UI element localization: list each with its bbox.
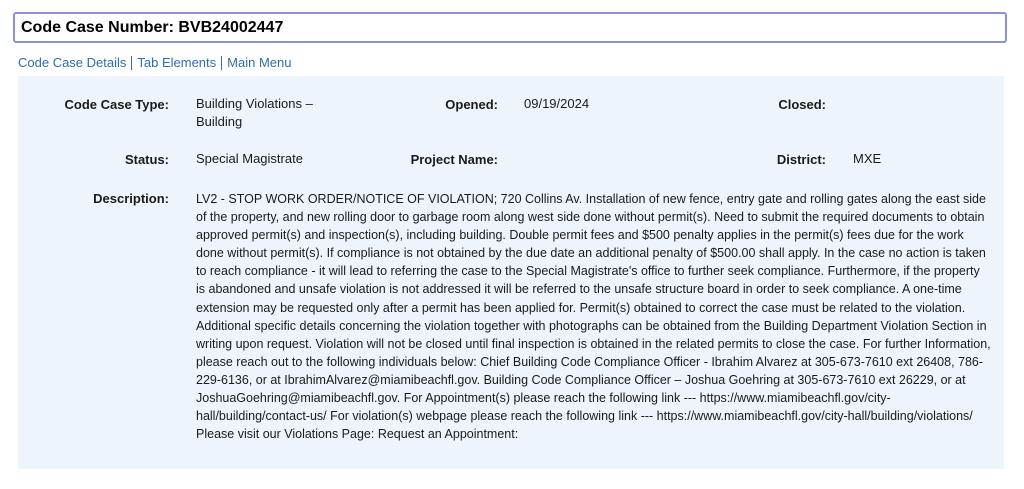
link-separator [221,56,222,70]
tab-elements-link[interactable]: Tab Elements [137,55,217,70]
case-details-panel [18,76,1004,469]
nav-links [18,55,291,71]
district-label: District: [776,152,826,167]
opened-value: 09/19/2024 [524,96,590,111]
status-value: Special Magistrate [196,151,303,166]
link-separator [131,56,132,70]
description-label: Description: [93,191,169,206]
closed-label: Closed: [778,97,826,112]
district-value: MXE [853,151,882,166]
opened-label: Opened: [445,97,498,112]
main-menu-link[interactable]: Main Menu [227,55,292,70]
status-label: Status: [124,152,169,167]
page-title: Code Case Number: BVB24002447 [13,12,1007,43]
case-type-label: Code Case Type: [64,97,169,112]
project-name-label: Project Name: [410,152,498,167]
code-case-details-link[interactable]: Code Case Details [18,55,127,70]
case-type-value: Building Violations – Building [196,96,313,129]
description-value: LV2 - STOP WORK ORDER/NOTICE OF VIOLATION; 720 Collins Av. Installation of new fence, entry gate and rolling gates along the east side of the property, and new rolling door to garbage room along west side done without permit(s). Need to submit the required documents to obtain approved permit(s) and inspection(s), including building. Double permit fees and $500 penalty applies in the permit(s) fees due for the work done without permit(s). If compliance is not obtained by the due date an additional penalty of $500.00 shall apply. In the case no action is taken to reach compliance - it will lead to referring the case to the Special Magistrate's office to further seek compliance. Furthermore, if the property is abandoned and unsafe violation is not addressed it will be referred to the unsafe structure board in order to seek compliance. A one-time extension may be requested only after a permit has been applied for. Permit(s) obtained to correct the case must be related to the violation. Additional specific details concerning the violation together with photographs can be obtained from the Building Department Violation Section in writing upon request. Violation will not be closed until final inspection is obtained in the related permits to close the case. For further Information, please reach out to the following individuals below: Chief Building Code Compliance Officer - Ibrahim Alvarez at 305-673-7610 ext 26408, 786-229-6136, or at IbrahimAlvarez@miamibeachfl.gov. Building Code Compliance Officer – Joshua Goehring at 305-673-7610 ext 26229, or at JoshuaGoehring@miamibeachfl.gov. For Appointment(s) please reach the following link --- https://www.miamibeachfl.gov/city-hall/building/contact-us/ For violation(s) webpage please reach the following link --- https://www.miamibeachfl.gov/city-hall/building/violations/ Please visit our Violations Page: Request an Appointment: [196,192,991,442]
